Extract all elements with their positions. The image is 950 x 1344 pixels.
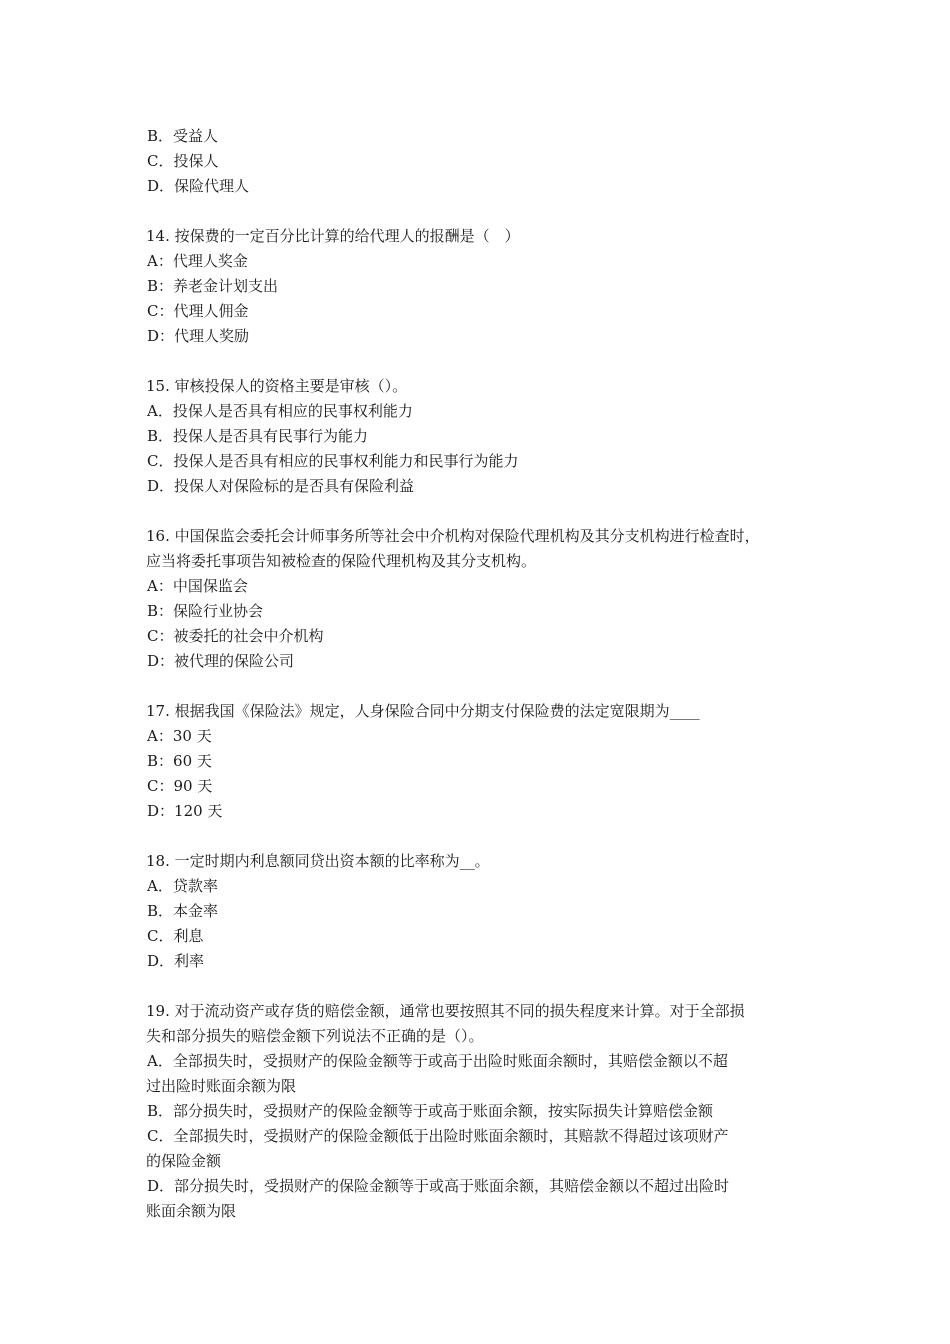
option-b: B．本金率 <box>147 902 219 920</box>
option-c: C：90 天 <box>147 777 213 795</box>
option-a: A．贷款率 <box>147 877 218 895</box>
option-c: C．利息 <box>147 927 204 945</box>
option-a: A：中国保监会 <box>147 577 248 595</box>
question-stem: 17. 根据我国《保险法》规定，人身保险合同中分期支付保险费的法定宽限期为____ <box>146 702 700 720</box>
option-a: A：30 天 <box>147 727 212 745</box>
question-stem-line-1: 16. 中国保监会委托会计师事务所等社会中介机构对保险代理机构及其分支机构进行检查时， <box>146 527 760 545</box>
option-b: B：60 天 <box>147 752 212 770</box>
question-stem-line-1: 19. 对于流动资产或存货的赔偿金额，通常也要按照其不同的损失程度来计算。对于全部损 <box>146 1002 745 1020</box>
option-c: C．投保人是否具有相应的民事权利能力和民事行为能力 <box>147 452 519 470</box>
option-c: C．投保人 <box>147 152 219 170</box>
option-c-line-2: 的保险金额 <box>146 1152 222 1170</box>
option-a: A：代理人奖金 <box>147 252 248 270</box>
question-15 <box>146 374 826 499</box>
question-14 <box>146 224 826 349</box>
option-a-line-1: A．全部损失时，受损财产的保险金额等于或高于出险时账面余额时，其赔偿金额以不超 <box>147 1052 728 1070</box>
question-stem-line-2: 应当将委托事项告知被检查的保险代理机构及其分支机构。 <box>146 552 537 570</box>
option-d: D．保险代理人 <box>147 177 250 195</box>
question-13-options <box>146 124 826 199</box>
option-b: B：保险行业协会 <box>147 602 264 620</box>
option-d: D：被代理的保险公司 <box>147 652 295 670</box>
question-stem: 18. 一定时期内利息额同贷出资本额的比率称为__。 <box>146 852 490 870</box>
option-d: D．利率 <box>147 952 205 970</box>
document-page <box>146 124 826 1224</box>
option-b: B．投保人是否具有民事行为能力 <box>147 427 369 445</box>
option-d-line-1: D．部分损失时，受损财产的保险金额等于或高于账面余额，其赔偿金额以不超过出险时 <box>147 1177 730 1195</box>
option-d-line-2: 账面余额为限 <box>146 1202 237 1220</box>
option-c: C：代理人佣金 <box>147 302 249 320</box>
option-d: D．投保人对保险标的是否具有保险利益 <box>147 477 415 495</box>
option-d: D：代理人奖励 <box>147 327 250 345</box>
option-c: C：被委托的社会中介机构 <box>147 627 324 645</box>
question-17 <box>146 699 826 824</box>
option-b: B．部分损失时，受损财产的保险金额等于或高于账面余额，按实际损失计算赔偿金额 <box>147 1102 714 1120</box>
option-d: D：120 天 <box>147 802 223 820</box>
option-c-line-1: C．全部损失时，受损财产的保险金额低于出险时账面余额时，其赔款不得超过该项财产 <box>147 1127 729 1145</box>
question-stem: 15. 审核投保人的资格主要是审核（）。 <box>146 377 408 395</box>
question-19 <box>146 999 826 1224</box>
question-16 <box>146 524 826 674</box>
option-b: B．受益人 <box>147 127 219 145</box>
option-b: B：养老金计划支出 <box>147 277 279 295</box>
option-a-line-2: 过出险时账面余额为限 <box>146 1077 297 1095</box>
option-a: A．投保人是否具有相应的民事权利能力 <box>147 402 413 420</box>
question-stem-line-2: 失和部分损失的赔偿金额下列说法不正确的是（）。 <box>146 1027 484 1045</box>
question-stem: 14. 按保费的一定百分比计算的给代理人的报酬是（ ） <box>146 227 520 245</box>
question-18 <box>146 849 826 974</box>
